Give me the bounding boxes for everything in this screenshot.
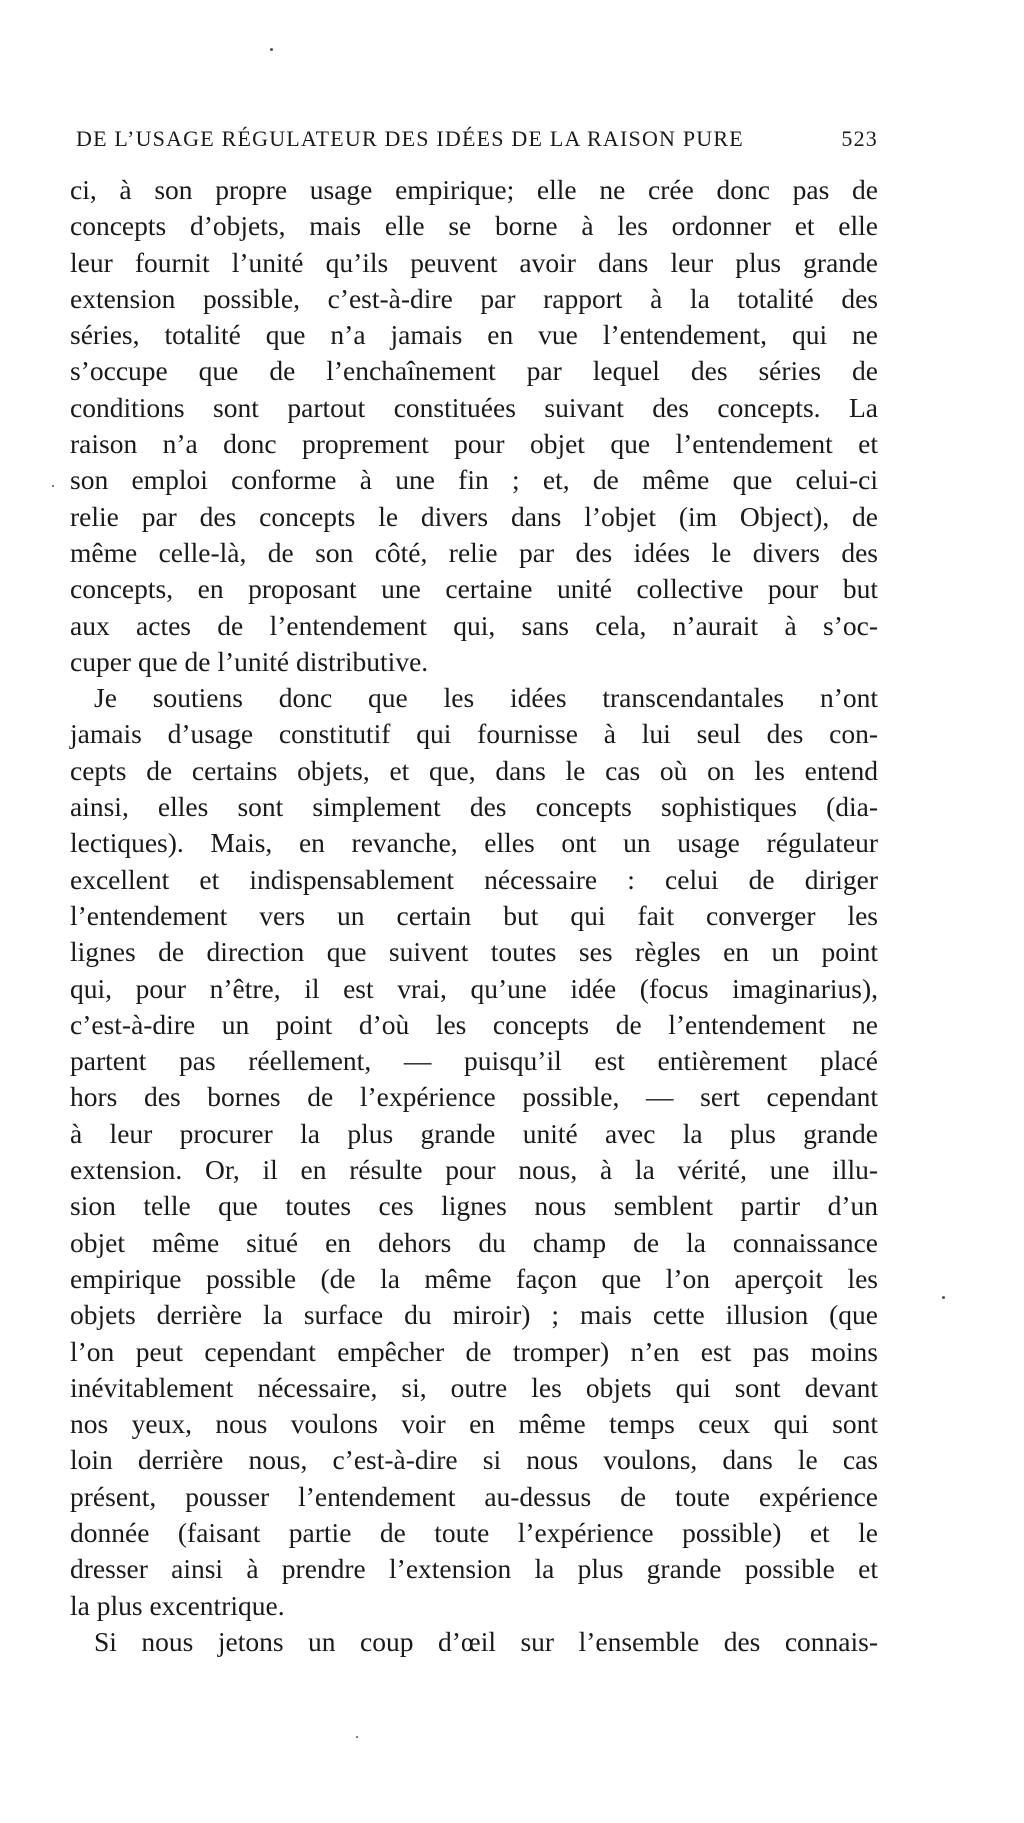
running-header-title: DE L’USAGE RÉGULATEUR DES IDÉES DE LA RAISON PURE (76, 126, 744, 151)
text-line: s’occupe que de l’enchaînement par lequel des séries de (70, 355, 878, 387)
text-line: présent, pousser l’entendement au-dessus de toute expérience (70, 1480, 878, 1512)
text-line: extension. Or, il en résulte pour nous, à la vérité, une illu- (70, 1154, 878, 1186)
text-line: inévitablement nécessaire, si, outre les objets qui sont devant (70, 1371, 878, 1403)
text-line: empirique possible (de la même façon que l’on aperçoit les (70, 1262, 878, 1294)
text-line: sion telle que toutes ces lignes nous semblent partir d’un (70, 1190, 878, 1222)
text-line: ainsi, elles sont simplement des concepts sophistiques (dia- (70, 791, 878, 823)
text-line: partent pas réellement, — puisqu’il est entièrement placé (70, 1045, 878, 1077)
text-line: jamais d’usage constitutif qui fournisse à lui seul des con- (70, 718, 878, 750)
text-line: excellent et indispensablement nécessaire : celui de diriger (70, 863, 878, 895)
text-line: loin derrière nous, c’est-à-dire si nous voulons, dans le cas (70, 1444, 878, 1476)
body-text (70, 172, 878, 1660)
text-line: cepts de certains objets, et que, dans le cas où on les entend (70, 754, 878, 786)
text-line: aux actes de l’entendement qui, sans cela, n’aurait à s’oc- (70, 609, 878, 641)
text-line: raison n’a donc proprement pour objet que l’entendement et (70, 428, 878, 460)
scan-speck (52, 485, 54, 487)
text-line: ci, à son propre usage empirique; elle ne crée donc pas de (70, 174, 878, 205)
text-line: Si nous jetons un coup d’œil sur l’ensemble des connais- (94, 1625, 878, 1657)
text-line: extension possible, c’est-à-dire par rapport à la totalité des (70, 282, 878, 314)
text-line: lignes de direction que suivent toutes ses règles en un point (70, 936, 878, 968)
text-line: à leur procurer la plus grande unité avec la plus grande (70, 1117, 878, 1149)
text-line: objet même situé en dehors du champ de la connaissance (70, 1226, 878, 1258)
text-line: l’entendement vers un certain but qui fait converger les (70, 899, 878, 931)
text-line: Je soutiens donc que les idées transcendantales n’ont (94, 682, 878, 714)
text-line: hors des bornes de l’expérience possible, — sert cependant (70, 1081, 878, 1113)
text-line: la plus excentrique. (70, 1589, 285, 1621)
text-line: dresser ainsi à prendre l’extension la plus grande possible et (70, 1553, 878, 1585)
text-line: objets derrière la surface du miroir) ; mais cette illusion (que (70, 1299, 878, 1331)
scan-speck (356, 1736, 358, 1738)
running-header (76, 126, 878, 152)
text-line: son emploi conforme à une fin ; et, de même que celui-ci (70, 464, 878, 496)
text-line: concepts, en proposant une certaine unité collective pour but (70, 573, 878, 605)
page-number: 523 (841, 126, 878, 151)
text-line: c’est-à-dire un point d’où les concepts de l’entendement ne (70, 1008, 878, 1040)
scan-speck (942, 1296, 945, 1299)
text-line: conditions sont partout constituées suivant des concepts. La (70, 391, 878, 423)
scan-speck (270, 48, 273, 51)
text-line: concepts d’objets, mais elle se borne à les ordonner et elle (70, 210, 878, 242)
text-line: nos yeux, nous voulons voir en même temps ceux qui sont (70, 1408, 878, 1440)
text-line: même celle-là, de son côté, relie par des idées le divers des (70, 536, 878, 568)
text-line: qui, pour n’être, il est vrai, qu’une idée (focus imaginarius), (70, 972, 878, 1004)
text-line: l’on peut cependant empêcher de tromper) n’en est pas moins (70, 1335, 878, 1367)
text-line: cuper que de l’unité distributive. (70, 645, 429, 677)
text-line: relie par des concepts le divers dans l’objet (im Object), de (70, 500, 878, 532)
text-line: donnée (faisant partie de toute l’expérience possible) et le (70, 1516, 878, 1548)
text-line: leur fournit l’unité qu’ils peuvent avoir dans leur plus grande (70, 246, 878, 278)
text-line: lectiques). Mais, en revanche, elles ont un usage régulateur (70, 827, 878, 859)
text-line: séries, totalité que n’a jamais en vue l’entendement, qui ne (70, 319, 878, 351)
